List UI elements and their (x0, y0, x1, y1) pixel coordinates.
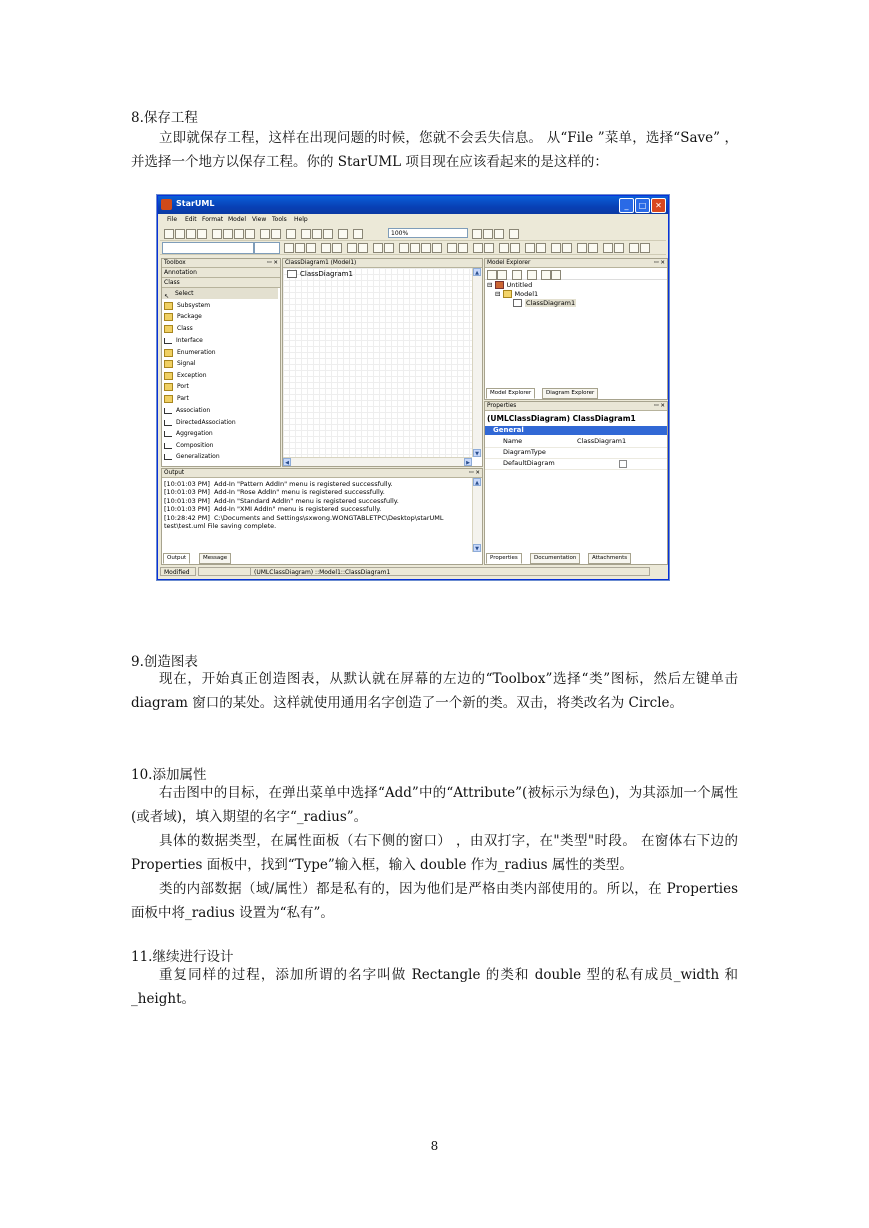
find-icon[interactable] (286, 229, 296, 239)
vertical-scrollbar[interactable] (472, 268, 482, 457)
model-explorer-panel (484, 258, 668, 400)
tab-model-explorer[interactable]: Model Explorer (486, 388, 535, 399)
default-diagram-checkbox[interactable] (619, 460, 627, 468)
align-icon[interactable] (399, 243, 409, 253)
tree-item-diagram[interactable]: ClassDiagram1 (513, 299, 576, 307)
new-icon[interactable] (164, 229, 174, 239)
explorer-tabs (486, 388, 666, 398)
menu-view[interactable]: View (252, 216, 267, 223)
output-line: [10:01:03 PM] Add-In "Pattern AddIn" menu is registered successfully. (164, 480, 393, 488)
minimize-button[interactable]: _ (619, 198, 634, 213)
font-select[interactable] (162, 242, 254, 254)
save-icon[interactable] (186, 229, 196, 239)
output-header: Output ꟷ ✕ (164, 470, 480, 476)
diagram-icon[interactable] (312, 229, 322, 239)
align-icon[interactable] (577, 243, 587, 253)
main-toolbar (160, 227, 666, 241)
align-icon[interactable] (499, 243, 509, 253)
zoom-out-icon[interactable] (483, 229, 493, 239)
scroll-down-icon[interactable]: ▼ (473, 449, 481, 457)
properties-group-general[interactable]: General (485, 426, 667, 435)
status-path: (UMLClassDiagram) ::Model1::ClassDiagram1 (250, 567, 650, 576)
tool-association[interactable]: Association (164, 405, 210, 416)
align-icon[interactable] (510, 243, 520, 253)
fill-color-icon[interactable] (306, 243, 316, 253)
zoom-fit-icon[interactable] (494, 229, 504, 239)
tab-properties[interactable]: Properties (486, 553, 522, 564)
staruml-screenshot (157, 195, 669, 580)
tool-exception[interactable]: Exception (164, 370, 207, 381)
tab-message[interactable]: Message (199, 553, 231, 564)
format-icon[interactable] (384, 243, 394, 253)
properties-tabs (486, 553, 666, 563)
section-body (131, 963, 738, 1011)
section-title: 11.继续进行设计 (131, 949, 234, 965)
redo-icon[interactable] (271, 229, 281, 239)
format-icon[interactable] (373, 243, 383, 253)
toolbox-group-annotation[interactable]: Annotation (162, 268, 280, 278)
paste-icon[interactable] (234, 229, 244, 239)
output-line: [10:01:03 PM] Add-In "XMI AddIn" menu is registered successfully. (164, 505, 382, 513)
output-panel (161, 468, 483, 565)
tool-subsystem[interactable]: Subsystem (164, 300, 210, 311)
add-icon[interactable] (512, 270, 522, 280)
copy-icon[interactable] (223, 229, 233, 239)
align-icon[interactable] (458, 243, 468, 253)
page-number: 8 (430, 1139, 439, 1153)
section-title: 10.添加属性 (131, 767, 207, 783)
align-icon[interactable] (562, 243, 572, 253)
paragraph: 重复同样的过程，添加所谓的名字叫做 Rectangle 的类和 double 型的私有成员_width 和_height。 (131, 967, 738, 1007)
filter-icon[interactable] (527, 270, 537, 280)
diagram-panel (282, 258, 483, 467)
tool-composition[interactable]: Composition (164, 440, 213, 451)
maximize-button[interactable]: □ (635, 198, 650, 213)
properties-panel (484, 401, 668, 565)
tool-generalization[interactable]: Generalization (164, 451, 220, 462)
window-title: StarUML (176, 199, 215, 208)
tree-item-model[interactable]: ⊟ Model1 (495, 290, 539, 298)
output-line: test\test.uml File saving complete. (164, 522, 277, 530)
zoom-in-icon[interactable] (472, 229, 482, 239)
tool-package[interactable]: Package (164, 311, 202, 322)
open-icon[interactable] (175, 229, 185, 239)
paragraph: 类的内部数据（域/属性）都是私有的，因为他们是严格由类内部使用的。所以，在 Properties 面板中将_radius 设置为“私有”。 (131, 881, 738, 921)
menu-tools[interactable]: Tools (272, 216, 287, 223)
align-icon[interactable] (447, 243, 457, 253)
scroll-up-icon[interactable]: ▲ (473, 478, 481, 486)
menu-format[interactable]: Format (202, 216, 224, 223)
diagram-canvas[interactable] (283, 268, 472, 457)
toolbox-header: Toolbox ꟷ ✕ (164, 260, 278, 266)
align-icon[interactable] (410, 243, 420, 253)
scroll-up-icon[interactable]: ▲ (473, 268, 481, 276)
format-icon[interactable] (347, 243, 357, 253)
paragraph: 具体的数据类型，在属性面板（右下侧的窗口） ，由双打字，在"类型"时段。 在窗体右下边的 Properties 面板中，找到“Type”输入框，输入 double 作为_radius 属性的类型。 (131, 833, 738, 873)
output-line: [10:01:03 PM] Add-In "Standard AddIn" menu is registered successfully. (164, 497, 399, 505)
menu-help[interactable]: Help (294, 216, 308, 223)
class-diagram-icon (287, 270, 297, 278)
tool-select[interactable]: ↖ Select (162, 288, 278, 299)
toolbox-panel (161, 258, 281, 467)
menu-edit[interactable]: Edit (185, 216, 197, 223)
align-icon[interactable] (525, 243, 535, 253)
format-toolbar (160, 241, 666, 255)
sort-icon[interactable] (487, 270, 497, 280)
menu-file[interactable]: File (167, 216, 178, 223)
scroll-right-icon[interactable]: ▶ (464, 458, 472, 466)
scroll-down-icon[interactable]: ▼ (473, 544, 481, 552)
section-title: 9.创造图表 (131, 654, 198, 670)
sort-icon[interactable] (497, 270, 507, 280)
tab-diagram-explorer[interactable]: Diagram Explorer (542, 388, 598, 399)
output-line: [10:28:42 PM] C:\Documents and Settings\sxwong.WONGTABLETPC\Desktop\starUML (164, 514, 444, 522)
print-icon[interactable] (197, 229, 207, 239)
diagram-icon[interactable] (301, 229, 311, 239)
menu-model[interactable]: Model (228, 216, 247, 223)
zoom-select[interactable]: 100% (388, 228, 468, 238)
align-icon[interactable] (603, 243, 613, 253)
output-line: [10:01:03 PM] Add-In "Rose AddIn" menu is registered successfully. (164, 488, 385, 496)
align-icon[interactable] (473, 243, 483, 253)
down-icon[interactable] (551, 270, 561, 280)
align-icon[interactable] (536, 243, 546, 253)
section-body (131, 126, 738, 174)
scroll-left-icon[interactable]: ◀ (283, 458, 291, 466)
status-modified: Modified (160, 567, 196, 576)
paragraph: 右击图中的目标，在弹出菜单中选择“Add”中的“Attribute”(被标示为绿色)，为其添加一个属性(或者域)，填入期望的名字“_radius”。 (131, 785, 738, 825)
tool-interface[interactable]: Interface (164, 335, 203, 346)
tool-port[interactable]: Port (164, 381, 189, 392)
tool-directed-association[interactable]: DirectedAssociation (164, 417, 236, 428)
align-icon[interactable] (614, 243, 624, 253)
undo-icon[interactable] (260, 229, 270, 239)
section-body (131, 667, 738, 715)
model-explorer-header: Model Explorer ꟷ ✕ (487, 260, 665, 266)
align-icon[interactable] (629, 243, 639, 253)
tool-signal[interactable]: Signal (164, 358, 195, 369)
tool-class[interactable]: Class (164, 323, 193, 334)
status-bar (160, 567, 666, 577)
property-row-diagramtype[interactable]: DiagramType (485, 447, 667, 459)
help-icon[interactable] (509, 229, 519, 239)
output-scrollbar[interactable] (472, 478, 482, 552)
line-style-icon[interactable] (321, 243, 331, 253)
binoculars-icon[interactable] (353, 229, 363, 239)
layout-icon[interactable] (338, 229, 348, 239)
diagram-name: ClassDiagram1 (287, 270, 353, 278)
align-icon[interactable] (551, 243, 561, 253)
tab-attachments[interactable]: Attachments (588, 553, 631, 564)
property-row-name[interactable]: Name ClassDiagram1 (485, 436, 667, 448)
horizontal-scrollbar[interactable] (283, 457, 472, 466)
output-tabs (163, 553, 463, 563)
line-style-icon[interactable] (332, 243, 342, 253)
align-icon[interactable] (588, 243, 598, 253)
paragraph: 现在，开始真正创造图表，从默认就在屏幕的左边的“Toolbox”选择“类”图标，然后左键单击 diagram 窗口的某处。这样就使用通用名字创造了一个新的类。双击，将类改名为 Circle。 (131, 671, 738, 711)
tab-output[interactable]: Output (163, 553, 190, 564)
close-button[interactable]: ✕ (651, 198, 666, 213)
format-icon[interactable] (358, 243, 368, 253)
up-icon[interactable] (541, 270, 551, 280)
title-bar (158, 196, 668, 214)
properties-header: Properties ꟷ ✕ (487, 403, 665, 409)
tree-item-project[interactable]: ⊟ Untitled (487, 281, 533, 289)
properties-title: (UMLClassDiagram) ClassDiagram1 (487, 414, 636, 423)
paragraph: 立即就保存工程，这样在出现问题的时候，您就不会丢失信息。 从“File ”菜单，选择“Save” ，并选择一个地方以保存工程。你的 StarUML 项目现在应该看起来的是这样的： (131, 130, 738, 170)
delete-icon[interactable] (245, 229, 255, 239)
tool-enumeration[interactable]: Enumeration (164, 347, 216, 358)
tool-part[interactable]: Part (164, 393, 189, 404)
align-icon[interactable] (640, 243, 650, 253)
align-icon[interactable] (484, 243, 494, 253)
menu-bar (158, 215, 668, 226)
font-size-select[interactable] (254, 242, 280, 254)
section-title: 8.保存工程 (131, 110, 198, 126)
tool-aggregation[interactable]: Aggregation (164, 428, 213, 439)
align-icon[interactable] (432, 243, 442, 253)
section-body (131, 781, 738, 925)
explorer-toolbar (485, 268, 667, 280)
app-icon (161, 199, 172, 210)
line-color-icon[interactable] (295, 243, 305, 253)
property-row-defaultdiagram[interactable]: DefaultDiagram (485, 458, 667, 470)
align-icon[interactable] (421, 243, 431, 253)
font-color-icon[interactable] (284, 243, 294, 253)
cut-icon[interactable] (212, 229, 222, 239)
toolbox-group-class[interactable]: Class (162, 278, 280, 288)
diagram-tab[interactable]: ClassDiagram1 (Model1) (283, 259, 482, 268)
diagram-icon[interactable] (323, 229, 333, 239)
tab-documentation[interactable]: Documentation (530, 553, 580, 564)
